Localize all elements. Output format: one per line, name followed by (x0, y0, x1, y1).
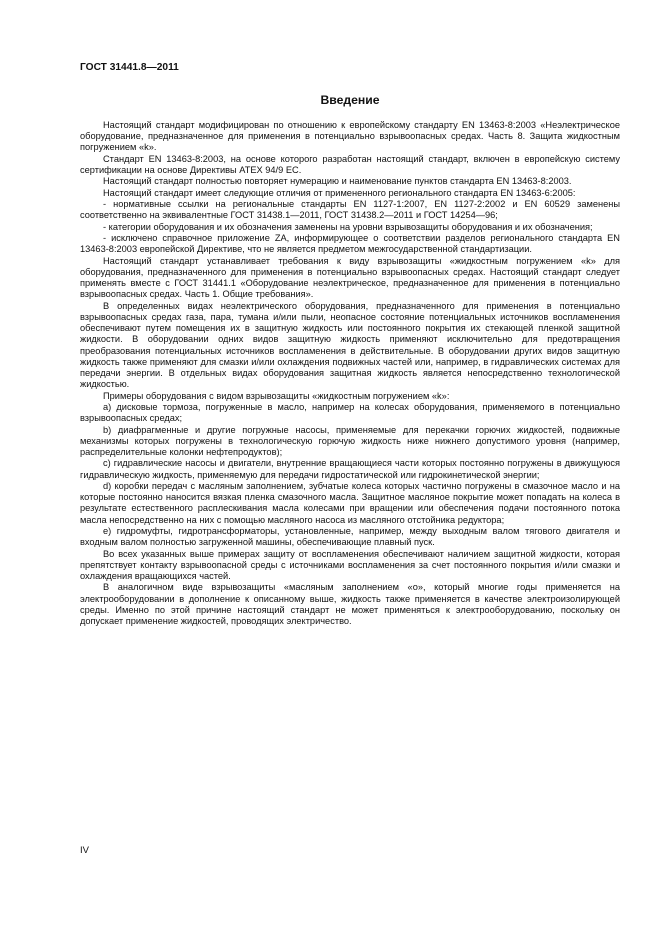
paragraph: - нормативные ссылки на региональные стандарты EN 1127-1:2007, EN 1127-2:2002 и EN 60529 заменены соответственно на эквивалентные ГОСТ 31438.1—2011, ГОСТ 31438.2—2011 и ГОСТ 14254—96; (80, 199, 620, 221)
paragraph: Настоящий стандарт модифицирован по отношению к европейскому стандарту EN 13463-8:2003 «Неэлектрическое оборудование, предназначенное для применения в потенциально взрывоопасных средах. Часть 8. Защита жидкостным погружением «k». (80, 120, 620, 153)
paragraph: Настоящий стандарт имеет следующие отличия от примененного регионального стандарта EN 13463-6:2005: (103, 187, 576, 198)
paragraph: В определенных видах неэлектрического оборудования, предназначенного для применения в потенциально взрывоопасных средах газа, пара, тумана и/или пыли, неопасное состояние потенциальных источников воспламенения обеспечивают путем помещения их в защитную жидкость или постоянного покрытия их стекающей пленкой защитной жидкости. В оборудовании одних видов защитную жидкость применяют исключительно для предотвращения преобразования потенциальных источников воспламенения в действительные. В оборудовании других видов защитную жидкость также применяют для смазки и/или охлаждения подвижных частей или, например, в гидравлических системах для передачи энергии. В отдельных видах оборудования защитная жидкость является непосредственно технологической жидкостью. (80, 300, 620, 390)
document-id: ГОСТ 31441.8—2011 (80, 62, 179, 73)
paragraph: Настоящий стандарт устанавливает требования к виду взрывозащиты «жидкостным погружением «k» для оборудования, предназначенного для применения в потенциально взрывоопасных средах. Настоящий стандарт следует применять вместе с ГОСТ 31441.1 «Оборудование неэлектрическое, предназначенное для применения в потенциально взрывоопасных средах. Часть 1. Общие требования». (80, 255, 620, 300)
section-heading: Введение (320, 93, 380, 107)
paragraph: Настоящий стандарт полностью повторяет нумерацию и наименование пунктов стандарта EN 13463-8:2003. (103, 176, 572, 187)
paragraph: - категории оборудования и их обозначения заменены на уровни взрывозащиты оборудования и их обозначения; (103, 221, 593, 232)
list-item: с) гидравлические насосы и двигатели, внутренние вращающиеся части которых постоянно погружены в движущуюся гидравлическую жидкость, применяемую для передачи гидростатической или гидрокинетической энергии; (80, 458, 620, 480)
paragraph: Примеры оборудования с видом взрывозащиты «жидкостным погружением «k»: (103, 390, 450, 401)
list-item: d) коробки передач с масляным заполнением, зубчатые колеса которых частично погружены в смазочное масло и на которые постоянно наносится вязкая пленка смазочного масла. Защитное масляное покрытие может попадать на колеса в результате естественного расплескивания масла колесами при вращении или обеспечения подачи постоянного потока масла непосредственно на них с помощью масляного насоса из масляного отстойника редуктора; (80, 480, 620, 525)
list-item: а) дисковые тормоза, погруженные в масло, например на колесах оборудования, применяемого в потенциально взрывоопасных средах; (80, 401, 620, 424)
paragraph: Во всех указанных выше примерах защиту от воспламенения обеспечивают наличием защитной жидкости, которая препятствует контакту взрывоопасной среды с источниками воспламенения за счет постоянного покрытия и/или смазки и охлаждения вращающихся частей. (80, 548, 620, 581)
paragraph: В аналогичном виде взрывозащиты «масляным заполнением «о», который многие годы применяется на электрооборудовании в дополнение к описанному выше, жидкость также применяется в качестве электроизолирующей среды. Именно по этой причине настоящий стандарт не может применяться к электрооборудованию, поскольку он допускает применение жидкостей, проводящих электричество. (80, 582, 620, 626)
paragraph: - исключено справочное приложение ZA, информирующее о соответствии разделов регионального стандарта EN 13463-8:2003 европейской Директиве, что не является предметом межгосударственной стандартизации. (80, 233, 620, 255)
page-number: IV (80, 845, 89, 856)
body-text (80, 120, 620, 627)
paragraph: Стандарт EN 13463-8:2003, на основе которого разработан настоящий стандарт, включен в европейскую систему сертификации на основе Директивы АТЕХ 94/9 ЕС. (80, 153, 620, 175)
list-item: е) гидромуфты, гидротрансформаторы, установленные, например, между выходным валом тягового двигателя и входным валом полностью загруженной машины, обеспечивающие плавный пуск. (80, 525, 620, 548)
list-item: b) диафрагменные и другие погружные насосы, применяемые для перекачки горючих жидкостей, подвижные механизмы которых погружены в технологическую горючую жидкость ниже нижнего допустимого уровня (например, распределительные колонки нефтепродуктов); (80, 424, 620, 457)
